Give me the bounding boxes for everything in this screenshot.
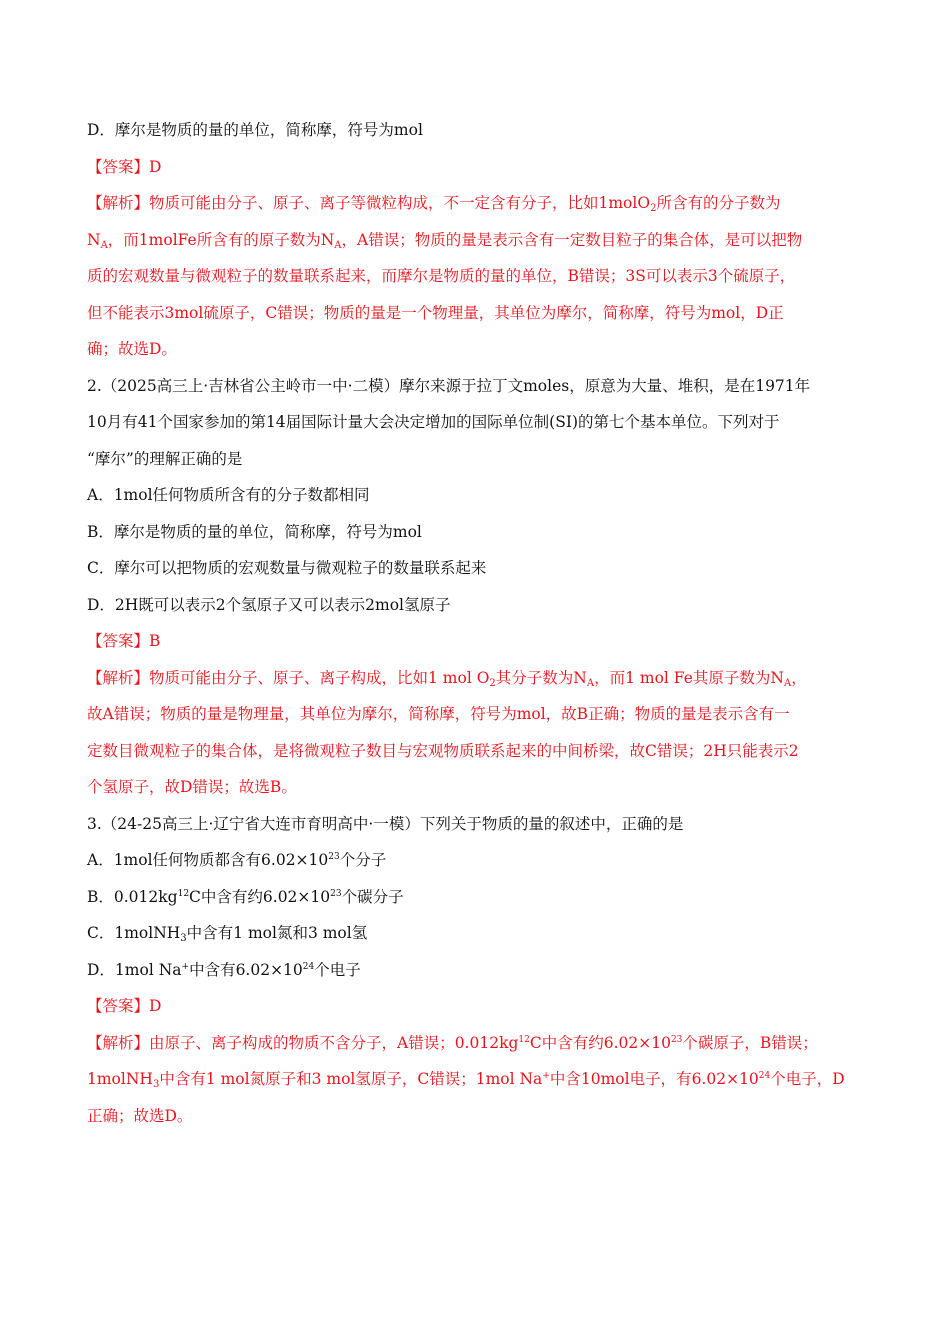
q2-option-a: A．1mol任何物质所含有的分子数都相同 [87, 486, 370, 504]
q2-stem-line-2: 10月有41个国家参加的第14届国际计量大会决定增加的国际单位制(SI)的第七个基本单位。下列对于 [87, 413, 780, 431]
q3-option-a: A．1mol任何物质都含有$6.02\times 10^{23}$个分子 [87, 851, 387, 869]
q2-stem-line-1: 2.（2025高三上·吉林省公主岭市一中·二模）摩尔来源于拉丁文moles，原意为大量、堆积，是在1971年 [87, 376, 811, 395]
q3-answer: 【答案】D [87, 997, 162, 1015]
q1-analysis-line-1: 【解析】物质可能由分子、原子、离子等微粒构成，不一定含有分子，比如1molO$_2$所含有的分子数为 [87, 194, 781, 214]
q3-stem: 3.（24-25高三上·辽宁省大连市育明高中·一模）下列关于物质的量的叙述中，正确的是 [87, 814, 684, 833]
q1-option-d: D．摩尔是物质的量的单位，简称摩，符号为mol [87, 121, 423, 139]
q2-option-d: D．2H既可以表示2个氢原子又可以表示2mol氢原子 [87, 595, 451, 614]
q3-option-d: D．1mol Na+中含有$6.02\times 10^{24}$个电子 [87, 960, 361, 979]
q3-option-b: B．$0.012kg^{12}C$中含有约$6.02\times 10^{23}$个碳分子 [87, 887, 404, 906]
q1-analysis-line-2: $N_A$，而1molFe所含有的原子数为$N_A$，A错误；物质的量是表示含有一定数目粒子的集合体，是可以把物 [87, 230, 803, 251]
q2-answer: 【答案】B [87, 632, 161, 650]
q1-analysis-line-5: 确；故选D。 [87, 340, 177, 358]
q3-analysis-line-1: 【解析】由原子、离子构成的物质不含分子，A错误；$0.012kg^{12}C$中含有约$6.02\times 10^{23}$个碳原子，B错误； [87, 1033, 818, 1052]
q1-analysis-line-3: 质的宏观数量与微观粒子的数量联系起来，而摩尔是物质的量的单位，B错误；3S可以表示3个硫原子， [87, 267, 796, 285]
q1-answer: 【答案】D [87, 157, 162, 176]
document-body [87, 112, 877, 1134]
q1-analysis-line-4: 但不能表示3mol硫原子，C错误；物质的量是一个物理量，其单位为摩尔，简称摩，符号为mol，D正 [87, 303, 784, 322]
q2-option-b: B．摩尔是物质的量的单位，简称摩，符号为mol [87, 522, 422, 541]
q2-stem-line-3: “摩尔”的理解正确的是 [87, 449, 243, 468]
q3-option-c: C．1molNH$_3$中含有1 mol氮和3 mol氢 [87, 924, 368, 944]
q2-analysis-line-2: 故A错误；物质的量是物理量，其单位为摩尔，简称摩，符号为mol，故B正确；物质的量是表示含有一 [87, 705, 790, 723]
q3-analysis-line-2: 1molNH$_3$中含有1 mol氮原子和3 mol氢原子，C错误；1mol Na+中含10mol电子，有$6.02\times 10^{24}$个电子，D [87, 1070, 845, 1090]
q2-analysis-line-4: 个氢原子，故D错误；故选B。 [87, 778, 297, 796]
q2-analysis-line-1: 【解析】物质可能由分子、原子、离子构成，比如1 mol $O_2$其分子数为$N_A$，而1 mol Fe其原子数为$N_A$， [87, 668, 807, 689]
q2-option-c: C．摩尔可以把物质的宏观数量与微观粒子的数量联系起来 [87, 559, 487, 577]
q2-analysis-line-3: 定数目微观粒子的集合体，是将微观粒子数目与宏观物质联系起来的中间桥梁，故C错误；2H只能表示2 [87, 741, 799, 760]
q3-analysis-line-3: 正确；故选D。 [87, 1106, 193, 1125]
